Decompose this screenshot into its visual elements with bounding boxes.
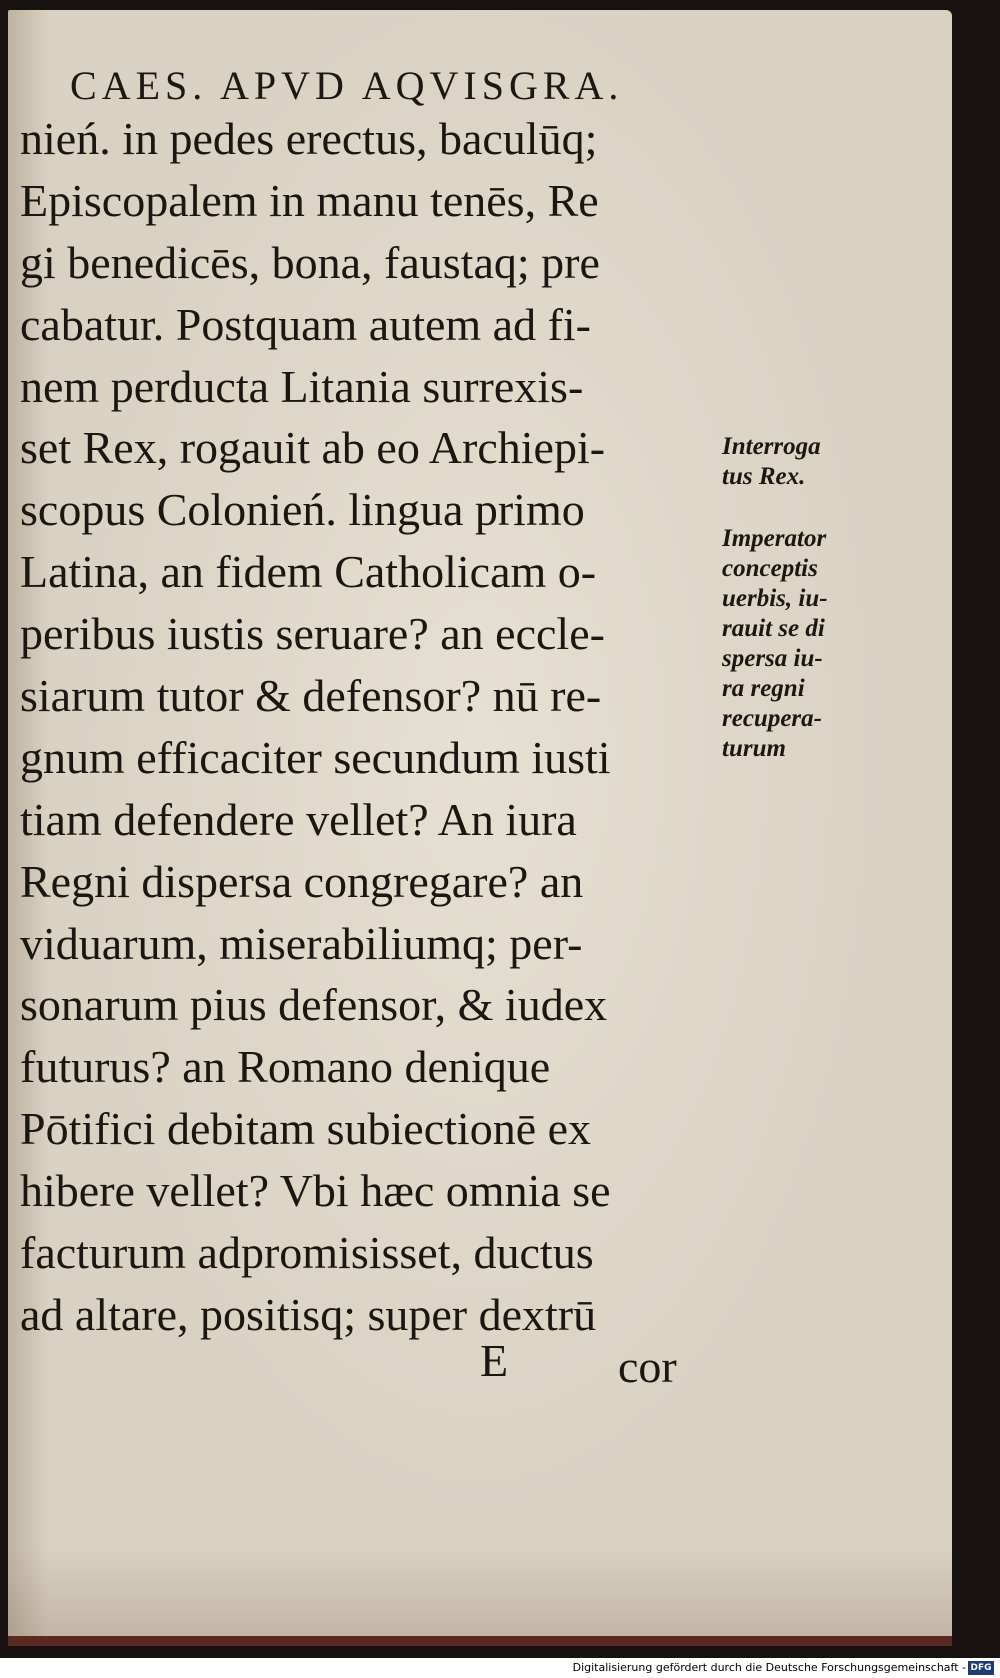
margin-note-imperator [722, 524, 872, 764]
text-line: peribus iustis seruare? an eccle- [20, 608, 605, 660]
signature-mark: E [480, 1335, 509, 1386]
text-line: tiam defendere vellet? An iura [20, 793, 577, 845]
text-line: Latina, an fidem Catholicam o- [20, 546, 597, 598]
marginal-notes [722, 432, 872, 764]
margin-note-line: ra regni [722, 675, 805, 702]
running-head: CAES. APVD AQVISGRA. [70, 63, 624, 108]
text-line: ad altare, positisq; super dextrū [20, 1288, 597, 1340]
text-line: Regni dispersa congregare? an [20, 855, 584, 907]
margin-note-line: rauit se di [722, 615, 825, 642]
text-line: nem perducta Litania surrexis- [20, 360, 584, 412]
text-line: set Rex, rogauit ab eo Archiepi- [20, 422, 606, 474]
margin-note-line: spersa iu- [722, 645, 823, 672]
margin-note-line: recupera- [722, 705, 822, 732]
text-line: siarum tutor & defensor? nū re- [20, 670, 602, 722]
margin-note-line: turum [722, 735, 786, 762]
text-line: scopus Colonień. lingua primo [20, 484, 585, 536]
text-line: nień. in pedes erectus, baculūq; [20, 113, 598, 164]
footer-credit: Digitalisierung gefördert durch die Deutsche Forschungsgemeinschaft - [572, 1661, 966, 1674]
margin-note-line: conceptis [722, 555, 818, 582]
page-edge [8, 1636, 952, 1646]
text-line: viduarum, miserabiliumq; per- [20, 917, 583, 969]
margin-note-line: Imperator [722, 525, 827, 552]
text-line: sonarum pius defensor, & iudex [20, 979, 608, 1031]
margin-note-line: tus Rex. [722, 463, 806, 490]
margin-note-line: Interroga [722, 433, 821, 460]
margin-note-gap [722, 492, 872, 524]
text-line: hibere vellet? Vbi hæc omnia se [20, 1165, 611, 1217]
text-line: facturum adpromisisset, ductus [20, 1227, 594, 1279]
signature-catchword-line [480, 1334, 710, 1394]
margin-note-line: uerbis, iu- [722, 585, 828, 612]
dfg-logo-icon: DFG [968, 1661, 994, 1675]
text-line: gnum efficaciter secundum iusti [20, 731, 611, 783]
body-text [20, 108, 720, 1346]
text-line: Pōtifici debitam subiectionē ex [20, 1103, 592, 1155]
text-line: gi benedicēs, bona, faustaq; pre [20, 236, 600, 288]
footer-bar [0, 1658, 1000, 1678]
text-line: futurus? an Romano denique [20, 1041, 551, 1093]
text-line: cabatur. Postquam autem ad fi- [20, 298, 592, 350]
catchword: cor [618, 1341, 677, 1392]
text-line: Episcopalem in manu tenēs, Re [20, 174, 599, 226]
margin-note-interrogatus [722, 432, 872, 492]
